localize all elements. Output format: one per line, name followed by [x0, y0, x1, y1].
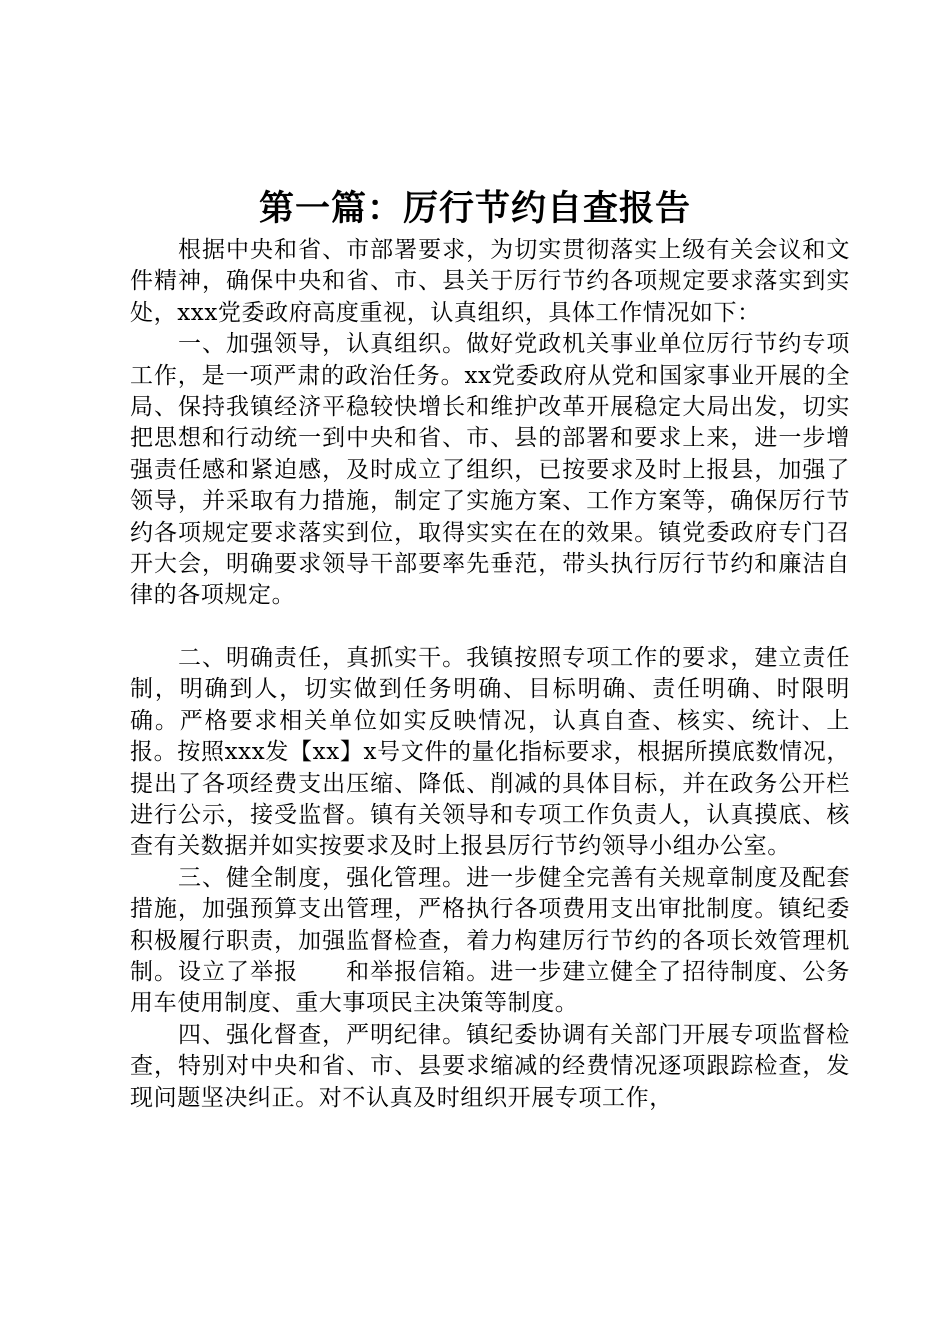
paragraph-section-1: 一、加强领导，认真组织。做好党政机关事业单位厉行节约专项工作，是一项严肃的政治任务。xx党委政府从党和国家事业开展的全局、保持我镇经济平稳较快增长和维护改革开展稳定大局出发，切实把思想和行动统一到中央和省、市、县的部署和要求上来，进一步增强责任感和紧迫感，及时成立了组织，已按要求及时上报县，加强了领导，并采取有力措施，制定了实施方案、工作方案等，确保厉行节约各项规定要求落实到位，取得实实在在的效果。镇党委政府专门召开大会，明确要求领导干部要率先垂范，带头执行厉行节约和廉洁自律的各项规定。 [130, 331, 850, 609]
paragraph-section-2: 二、明确责任，真抓实干。我镇按照专项工作的要求，建立责任制，明确到人，切实做到任务明确、目标明确、责任明确、时限明确。严格要求相关单位如实反映情况，认真自查、核实、统计、上报。按照xxx发【xx】x号文件的量化指标要求，根据所摸底数情况，提出了各项经费支出压缩、降低、削减的具体目标，并在政务公开栏进行公示，接受监督。镇有关领导和专项工作负责人，认真摸底、核查有关数据并如实按要求及时上报县厉行节约领导小组办公室。 [130, 644, 850, 860]
paragraph-section-4: 四、强化督查，严明纪律。镇纪委协调有关部门开展专项监督检查，特别对中央和省、市、县要求缩减的经费情况逐项跟踪检查，发现问题坚决纠正。对不认真及时组织开展专项工作， [130, 1021, 850, 1111]
paragraph-intro: 根据中央和省、市部署要求，为切实贯彻落实上级有关会议和文件精神，确保中央和省、市、县关于厉行节约各项规定要求落实到实处，xxx党委政府高度重视，认真组织，具体工作情况如下： [130, 237, 850, 326]
paragraph-section-3: 三、健全制度，强化管理。进一步健全完善有关规章制度及配套措施，加强预算支出管理，严格执行各项费用支出审批制度。镇纪委积极履行职责，加强监督检查，着力构建厉行节约的各项长效管理机制。设立了举报 和举报信箱。进一步建立健全了招待制度、公务用车使用制度、重大事项民主决策等制度。 [130, 864, 850, 1017]
document-body [130, 235, 850, 1114]
document-title: 第一篇：厉行节约自查报告 [258, 188, 691, 229]
